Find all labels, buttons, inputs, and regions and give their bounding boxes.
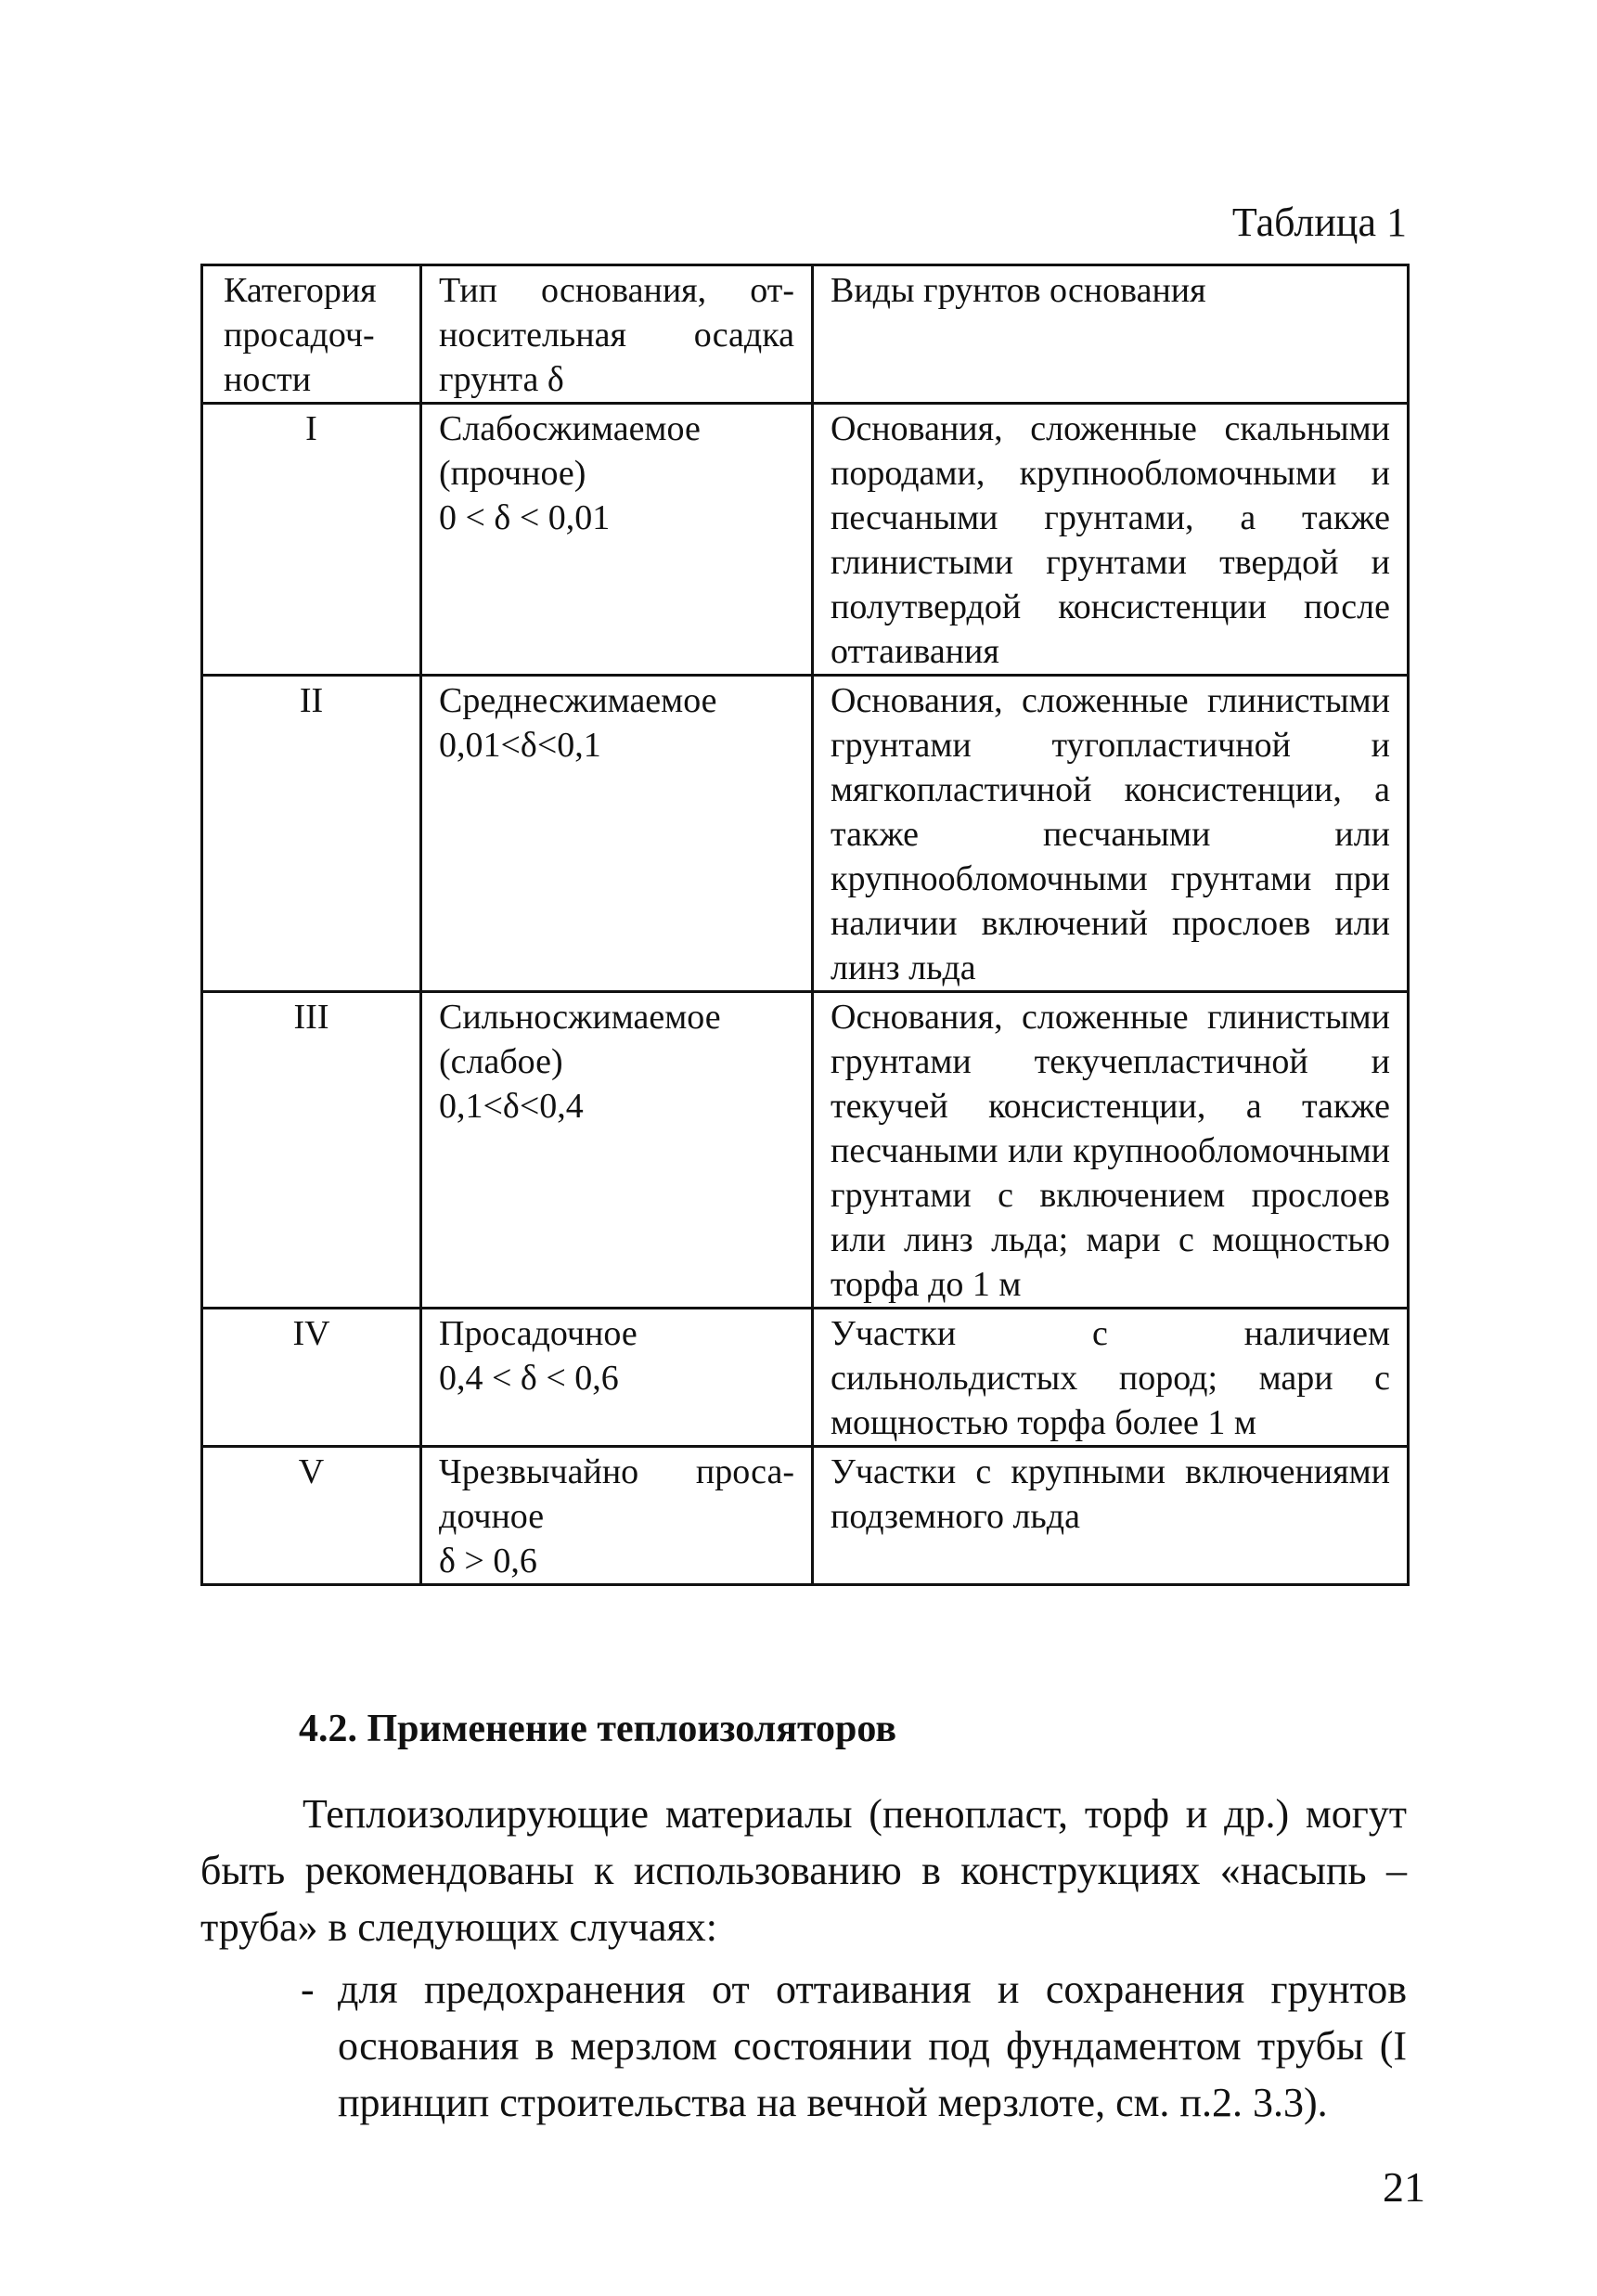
category-cell: IV <box>202 1309 421 1447</box>
category-cell: I <box>202 404 421 676</box>
soil-cell: Основания, сложенные глинистыми грунтами текучепластичной и текучей консистенции, а также песчаными или крупнообломочными грунтами с включением прослоев или линз льда; мари с мощностью торфа до 1 м <box>813 992 1409 1309</box>
category-cell: II <box>202 676 421 992</box>
header-category <box>202 265 421 404</box>
type-cell <box>421 992 813 1309</box>
type-cell <box>421 404 813 676</box>
section-title: 4.2. Применение теплоизоляторов <box>299 1708 897 1750</box>
header-line: носительная осадка <box>439 316 794 355</box>
soil-cell: Основания, сложенные скальными породами, крупнообломочными и песчаными грунтами, а также глинистыми грунтами твердой и полутвердой консистенции после оттаивания <box>813 404 1409 676</box>
type-line: 0,1<δ<0,4 <box>439 1087 584 1126</box>
type-line: 0,4 < δ < 0,6 <box>439 1359 619 1398</box>
type-line: Среднесжимаемое <box>439 681 717 720</box>
type-line: (слабое) <box>439 1042 563 1081</box>
list-item-text: для предохранения от оттаивания и сохранения грунтов основания в мерзлом состоянии под фундаментом трубы (I принцип строительства на вечной мерзлоте, см. п.2. 3.3). <box>338 1967 1407 2125</box>
type-cell <box>421 1447 813 1585</box>
type-line: (прочное) <box>439 454 586 493</box>
soil-cell: Основания, сложенные глинистыми грунтами тугопластичной и мягкопластичной консистенции, а также песчаными или крупнообломочными грунтами при наличии включений прослоев или линз льда <box>813 676 1409 992</box>
type-cell <box>421 676 813 992</box>
type-line: Слабосжимаемое <box>439 409 701 448</box>
header-line: Виды грунтов основания <box>831 271 1206 310</box>
type-line: Просадочное <box>439 1314 638 1353</box>
type-line: 0,01<δ<0,1 <box>439 726 601 765</box>
header-soil-types <box>813 265 1409 404</box>
table-row <box>202 992 1409 1309</box>
table-row <box>202 676 1409 992</box>
header-line: просадоч- <box>224 316 375 355</box>
category-cell: V <box>202 1447 421 1585</box>
type-line: δ > 0,6 <box>439 1541 537 1580</box>
header-base-type <box>421 265 813 404</box>
table-row <box>202 404 1409 676</box>
soil-cell: Участки с наличием сильнольдистых пород; мари с мощностью торфа более 1 м <box>813 1309 1409 1447</box>
type-cell <box>421 1309 813 1447</box>
type-line: дочное <box>439 1497 545 1536</box>
header-line: Тип основания, от- <box>439 271 794 310</box>
header-line: грунта δ <box>439 360 564 399</box>
header-line: ности <box>224 360 312 399</box>
soil-cell: Участки с крупными включениями подземного льда <box>813 1447 1409 1585</box>
body-paragraph: Теплоизолирующие материалы (пенопласт, торф и др.) могут быть рекомендованы к использованию в конструкциях «насыпь – труба» в следующих случаях: <box>200 1791 1407 1950</box>
table-row <box>202 1447 1409 1585</box>
page-number: 21 <box>1383 2163 1425 2211</box>
list-marker: - <box>301 1967 315 2012</box>
type-line: Чрезвычайно проса- <box>439 1452 794 1491</box>
category-cell: III <box>202 992 421 1309</box>
table-caption: Таблица 1 <box>1231 200 1407 245</box>
list-item <box>301 1961 1407 2131</box>
table-row <box>202 1309 1409 1447</box>
table-header-row <box>202 265 1409 404</box>
header-line: Категория <box>224 271 377 310</box>
soil-category-table <box>200 264 1410 1586</box>
type-line: Сильносжимаемое <box>439 998 721 1037</box>
type-line: 0 < δ < 0,01 <box>439 498 611 537</box>
